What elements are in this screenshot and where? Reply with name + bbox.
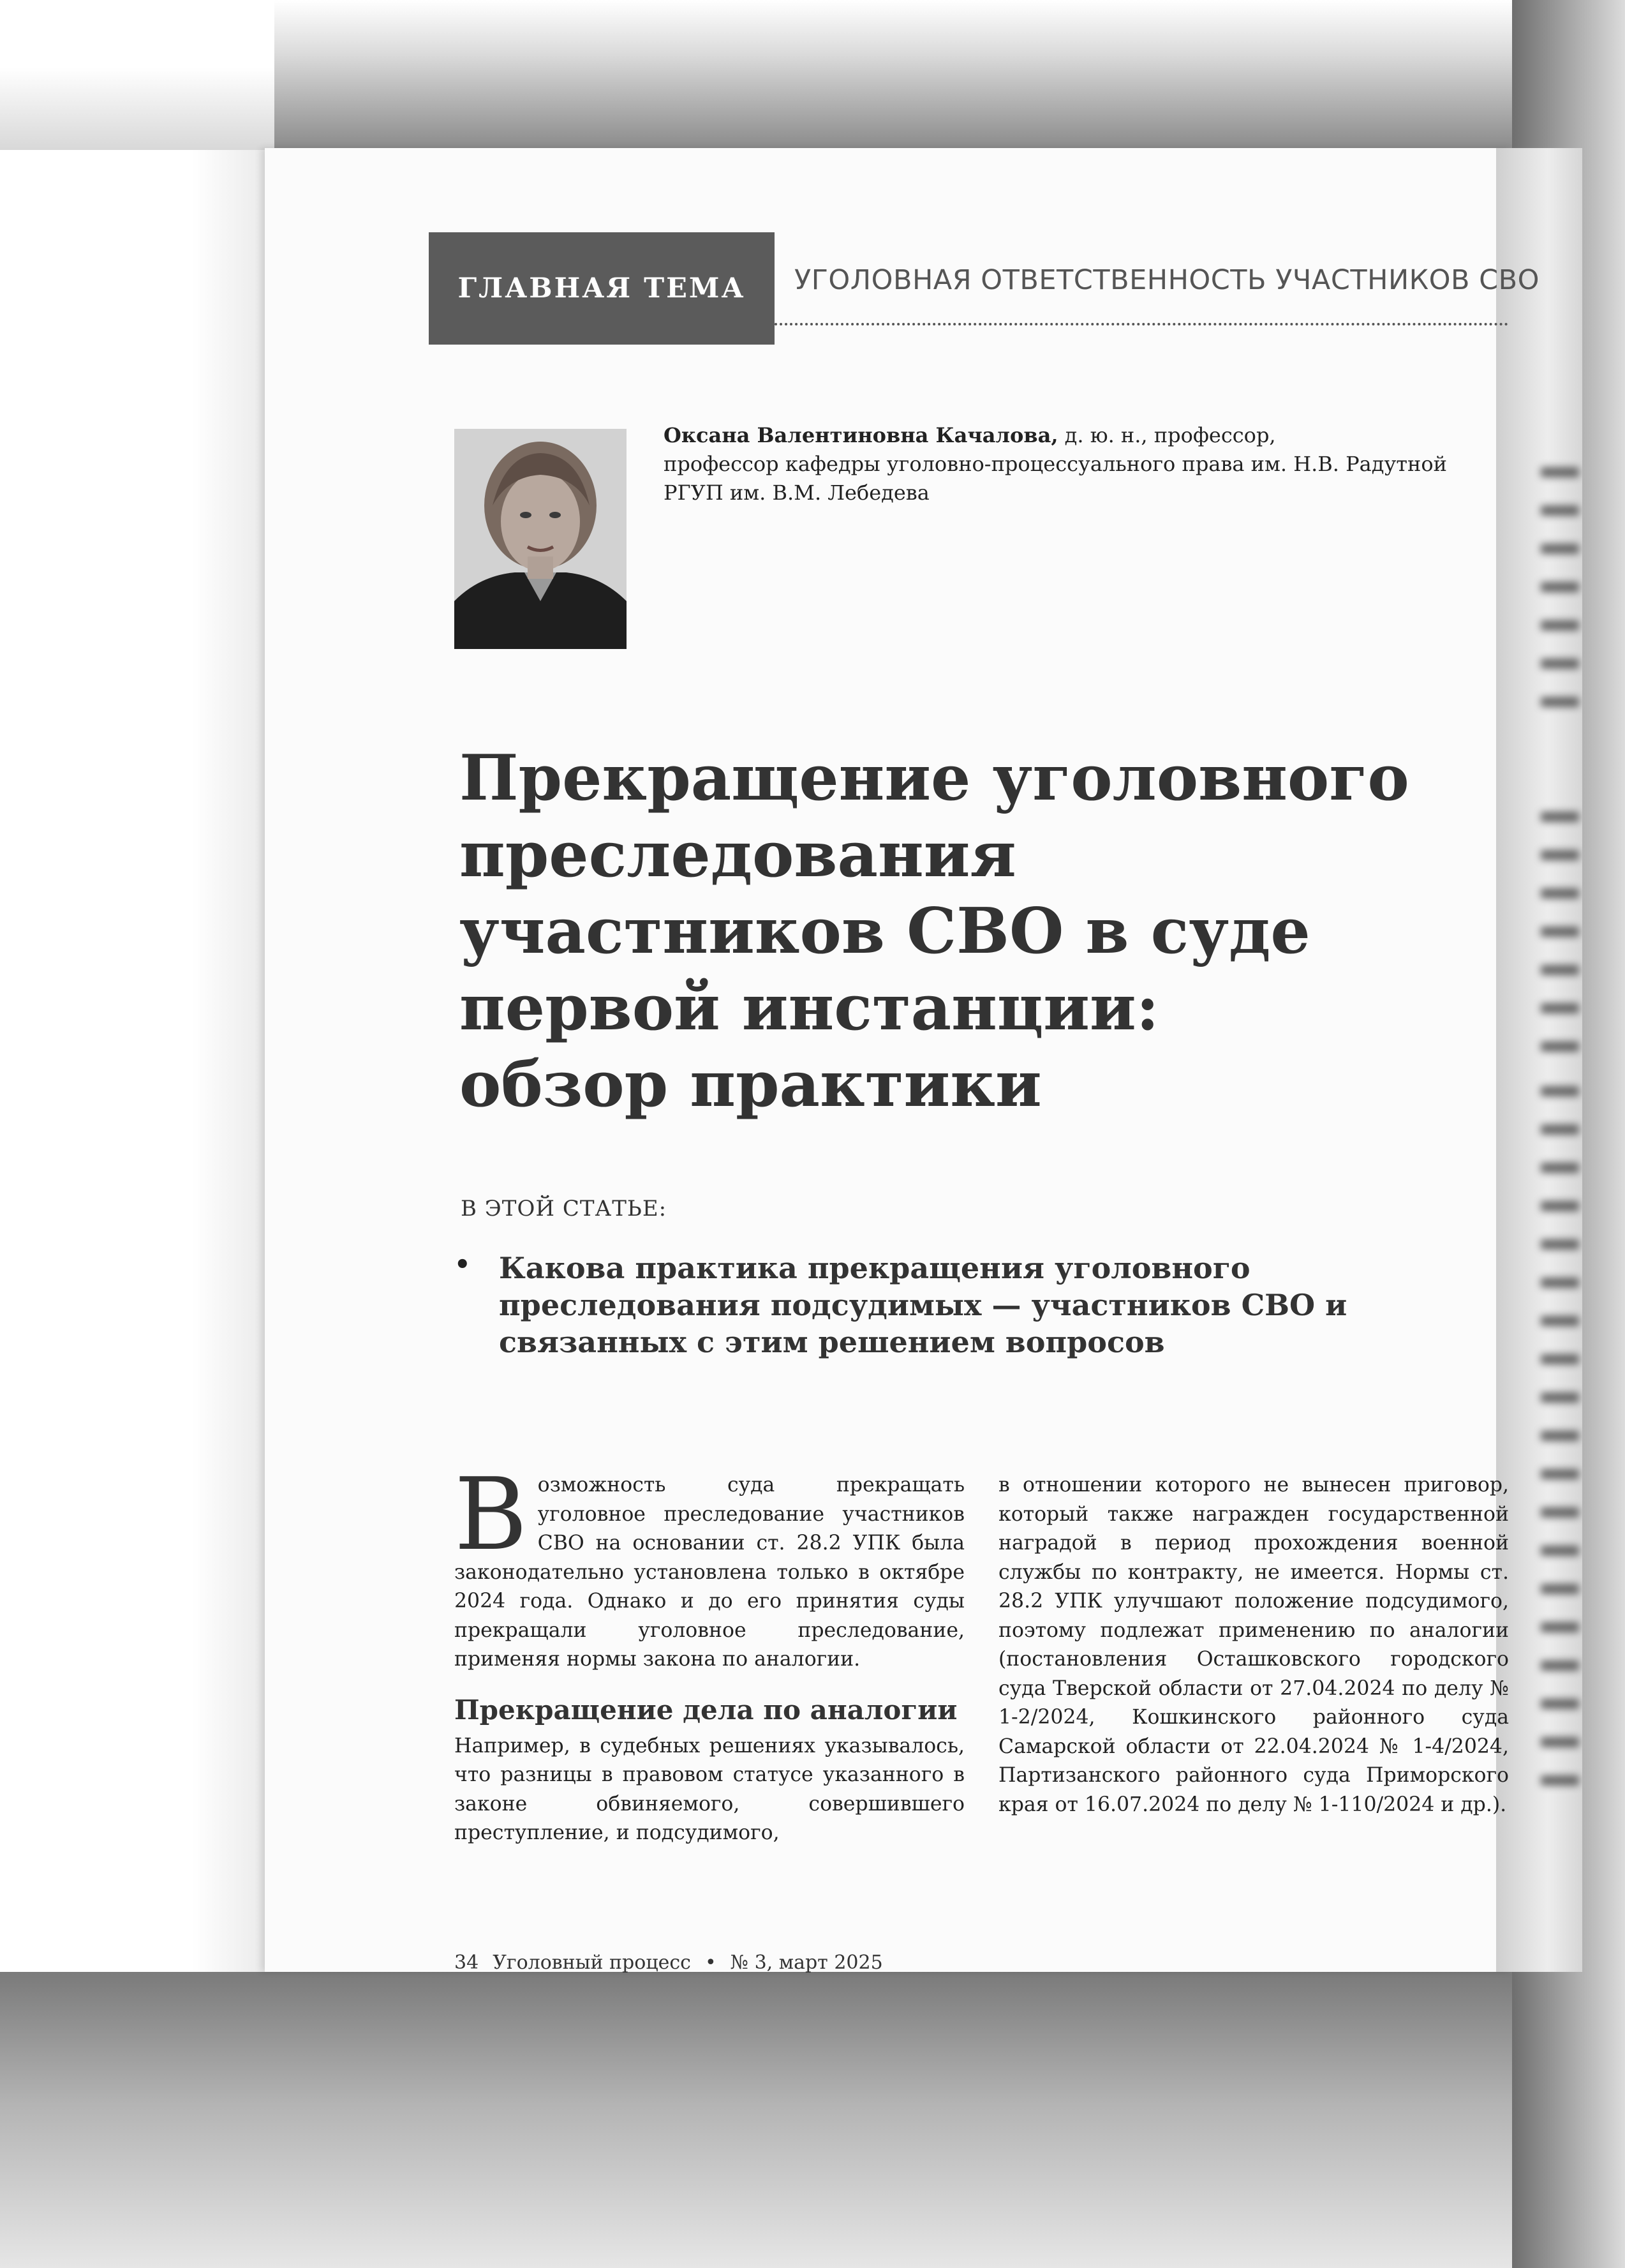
page-number: 34 bbox=[454, 1951, 479, 1974]
in-article-label: В ЭТОЙ СТАТЬЕ: bbox=[461, 1196, 667, 1221]
analogy-paragraph: Например, в судебных решениях указывалось, что разницы в правовом статусе указанного в законе обвиняемого, совершившего преступление, и подсудимого, bbox=[454, 1734, 965, 1844]
author-credentials: д. ю. н., профессор, bbox=[1058, 423, 1276, 447]
article-title bbox=[459, 740, 1455, 1123]
section-tag: ГЛАВНАЯ ТЕМА bbox=[429, 232, 775, 345]
author-photo bbox=[454, 429, 627, 649]
author-portrait-image bbox=[454, 429, 627, 649]
title-line: Прекращение уголовного bbox=[459, 742, 1409, 815]
scan-top-left-highlight bbox=[0, 0, 274, 150]
title-line: преследования bbox=[459, 818, 1016, 892]
text-column-left bbox=[454, 1456, 965, 1848]
header-dotted-rule bbox=[775, 323, 1508, 325]
author-name-line bbox=[664, 421, 1493, 450]
bullet-icon: • bbox=[454, 1250, 471, 1279]
footer-separator: • bbox=[704, 1951, 716, 1974]
title-line: участников СВО в суде bbox=[459, 895, 1310, 968]
scan-bottom-shadow bbox=[0, 1972, 1625, 2268]
title-line: обзор практики bbox=[459, 1048, 1042, 1121]
intro-text: озможность суда прекращать уголовное преследование участников СВО на основании ст. 28.2 УПК была законодательно установлена только в октябре 2024 года. Однако и до его принятия суды прекращали уголовное преследование, применяя нормы закона по аналогии. bbox=[454, 1473, 965, 1671]
drop-cap: В bbox=[454, 1456, 528, 1572]
summary-bullet bbox=[454, 1250, 1450, 1361]
subheading: Прекращение дела по аналогии bbox=[454, 1694, 958, 1726]
facing-page-edge bbox=[1496, 148, 1582, 1972]
author-position: профессор кафедры уголовно-процессуального права им. Н.В. Радутной bbox=[664, 452, 1447, 476]
page-footer bbox=[454, 1951, 897, 1974]
section-title: УГОЛОВНАЯ ОТВЕТСТВЕННОСТЬ УЧАСТНИКОВ СВО bbox=[794, 264, 1540, 296]
intro-paragraph bbox=[454, 1456, 965, 1675]
scan-left-margin bbox=[0, 0, 274, 2268]
author-institution: РГУП им. В.М. Лебедева bbox=[664, 481, 930, 505]
journal-name: Уголовный процесс bbox=[493, 1951, 691, 1974]
title-line: первой инстанции: bbox=[459, 971, 1159, 1045]
author-name: Оксана Валентиновна Качалова, bbox=[664, 423, 1058, 447]
author-info bbox=[664, 421, 1493, 507]
right-column-paragraph: в отношении которого не вынесен приговор, который также награжден государственной наградой в период прохождения военной службы по контракту, не имеется. Нормы ст. 28.2 УПК улучшают положение подсудимого, поэтому подлежат применению по аналогии (постановления Осташковского городского суда Тверской области от 27.04.2024 по делу № 1-2/2024, Кошкинского районного суда Самарской области от 22.04.2024 № 1-4/2024, Партизанского районного суда Приморского края от 16.07.2024 по делу № 1-110/2024 и др.). bbox=[998, 1473, 1509, 1816]
text-column-right bbox=[998, 1471, 1509, 1819]
bullet-text: Какова практика прекращения уголовного преследования подсудимых — участников СВО и связанных с этим решением вопросов bbox=[499, 1251, 1347, 1359]
issue-info: № 3, март 2025 bbox=[730, 1951, 883, 1974]
